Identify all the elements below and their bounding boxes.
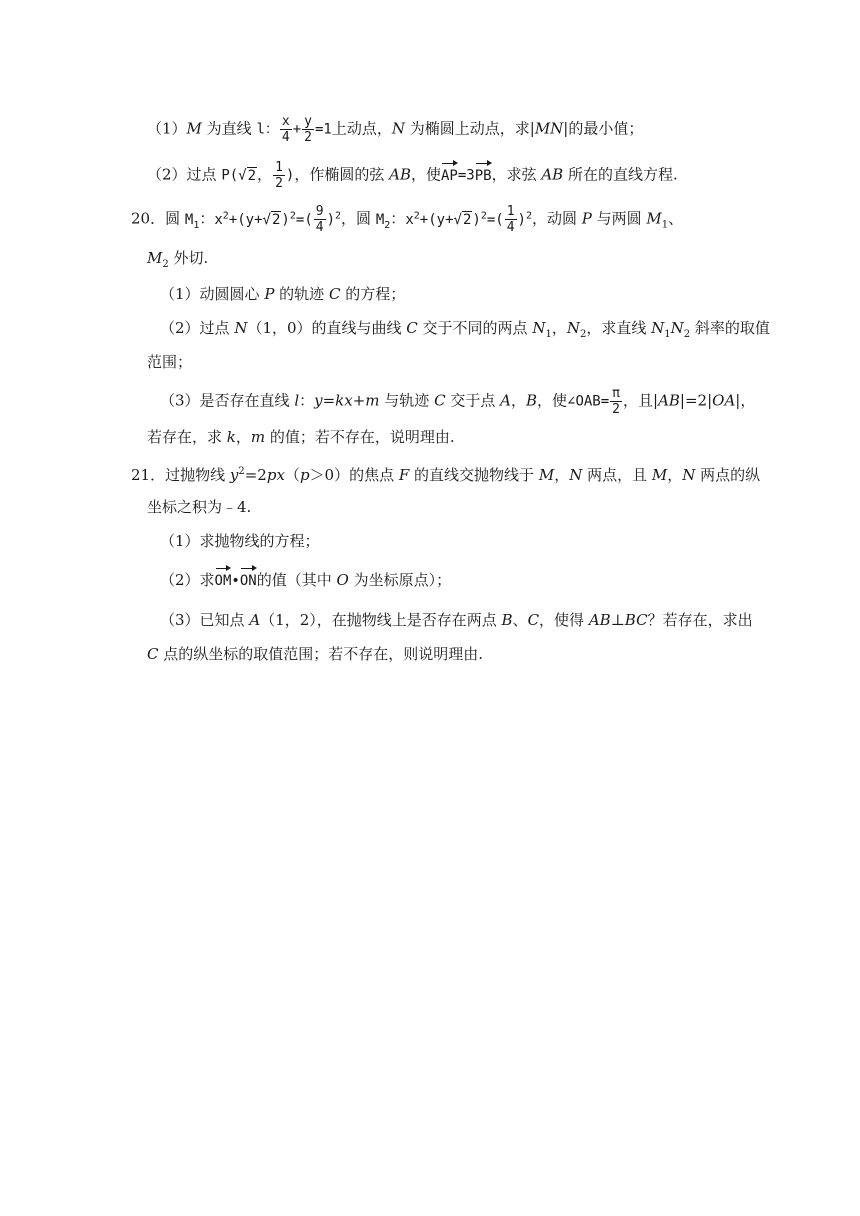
- var-px: px: [266, 466, 285, 484]
- q20-part2: [160, 318, 770, 345]
- angle-OAB: ∠OAB=: [567, 393, 610, 410]
- part: =(: [486, 211, 504, 228]
- radicand: 2: [462, 211, 472, 228]
- var-M: M: [186, 119, 202, 138]
- text: 的值；若不存在，说明理由.: [265, 428, 455, 446]
- q20-part2-cont: [147, 352, 192, 372]
- var-B: B: [525, 391, 537, 410]
- text: 所在的直线方程.: [563, 165, 678, 184]
- text: 的直线交抛物线于: [409, 466, 539, 484]
- var-MN: MN: [534, 119, 564, 138]
- text: ，: [554, 466, 570, 484]
- numerator: 1: [506, 204, 515, 219]
- var-y: y: [229, 466, 239, 484]
- subscript: 1: [545, 329, 552, 340]
- fraction-y-over-2: [302, 114, 314, 145]
- x: x: [405, 211, 414, 228]
- part: ): [517, 211, 526, 228]
- var-N: N: [682, 466, 696, 484]
- q21-part3-cont: [147, 644, 483, 664]
- exp: 2: [480, 209, 487, 221]
- exp: 2: [222, 209, 229, 221]
- sqrt-2: √2: [238, 167, 257, 184]
- subscript: 2: [579, 329, 587, 340]
- text: 与轨迹: [379, 391, 435, 410]
- q21-stem: [131, 462, 760, 485]
- question-number: 21．: [131, 466, 166, 484]
- var-N: N: [234, 319, 248, 337]
- comma: ，: [257, 165, 273, 184]
- denominator: 4: [506, 220, 515, 235]
- question-number: 20．: [131, 209, 166, 228]
- var-P: P: [264, 285, 275, 303]
- text: （2）过点: [147, 165, 222, 184]
- fraction-x-over-4: [280, 114, 292, 145]
- equation-M1: [214, 204, 342, 235]
- text: 为椭圆上动点，求|: [404, 119, 535, 138]
- text: 两点的纵: [695, 466, 761, 484]
- var-C: C: [434, 391, 446, 410]
- var-AB: AB: [588, 611, 611, 629]
- text: ，求直线: [586, 319, 652, 337]
- subscript: 1: [193, 219, 200, 231]
- var-AB: AB: [389, 165, 411, 184]
- var-N: N: [532, 319, 546, 337]
- var-C: C: [328, 285, 341, 303]
- q20-part3: [160, 386, 755, 417]
- q20-part3-cont: [147, 427, 455, 447]
- text: ，: [667, 466, 683, 484]
- exp: 2: [289, 209, 296, 221]
- var-m: m: [250, 428, 266, 446]
- var-N: N: [569, 466, 583, 484]
- text: 交于不同的两点: [417, 319, 533, 337]
- numerator: x: [281, 114, 290, 129]
- text: 为坐标原点）；: [348, 571, 452, 589]
- vector-AP: AP: [441, 162, 458, 186]
- text: ，求弦: [491, 165, 542, 184]
- text: 的方程；: [340, 285, 406, 303]
- label: M: [184, 211, 194, 228]
- var-A: A: [249, 611, 261, 629]
- subscript: 2: [683, 329, 691, 340]
- q19-part1: [147, 114, 643, 145]
- vector-OM: OM: [215, 567, 232, 591]
- var-O: O: [336, 571, 349, 589]
- text: 交于点: [445, 391, 501, 410]
- denominator: 2: [275, 176, 283, 191]
- circle-M1: [184, 211, 200, 231]
- var-BC: BC: [624, 611, 648, 629]
- q20-stem-cont: [147, 248, 208, 275]
- numerator: 9: [315, 204, 324, 219]
- point-P: P(: [221, 167, 239, 184]
- text: 与两圆: [591, 209, 647, 228]
- text: （1）动圆圆心: [160, 285, 265, 303]
- text: 坐标之积为﹣4.: [147, 498, 252, 516]
- text: 若存在，求: [147, 428, 227, 446]
- subscript: 2: [162, 259, 169, 270]
- var-N: N: [566, 319, 580, 337]
- text: ，且|: [623, 391, 659, 410]
- text: 上动点，: [331, 119, 392, 138]
- circle-M2: [375, 211, 391, 231]
- vector-ON: ON: [240, 567, 257, 591]
- var-OA: OA: [712, 391, 736, 410]
- part: ): [281, 211, 290, 228]
- var-F: F: [398, 466, 410, 484]
- denominator: 2: [304, 130, 312, 145]
- plus: +: [292, 121, 302, 138]
- text: 点的纵坐标的取值范围；若不存在，则说明理由.: [158, 645, 484, 663]
- text: ，圆: [341, 209, 376, 228]
- text: |=2|: [679, 391, 713, 410]
- x: x: [214, 211, 223, 228]
- subscript: 2: [384, 219, 391, 231]
- text: 范围；: [147, 353, 193, 371]
- text: ，: [510, 391, 526, 410]
- var-AB: AB: [541, 165, 564, 184]
- text: ，使得: [539, 611, 589, 629]
- text: （3）是否存在直线: [160, 391, 295, 410]
- text: ，: [551, 319, 567, 337]
- text: 的轨迹: [274, 285, 329, 303]
- text: 为直线: [201, 119, 257, 138]
- var-N: N: [670, 319, 684, 337]
- numerator: π: [612, 386, 620, 401]
- var-l: l: [294, 391, 300, 410]
- exp: 2: [238, 466, 245, 477]
- denominator: 2: [612, 402, 620, 417]
- var-M: M: [147, 249, 163, 267]
- q21-stem-cont: [147, 497, 251, 517]
- var-N: N: [651, 319, 665, 337]
- equals-one: =1: [314, 121, 332, 138]
- q21-part3: [160, 610, 753, 630]
- colon: ：: [199, 209, 215, 228]
- fraction-1-over-2: [273, 160, 285, 191]
- text: 斜率的取值: [690, 319, 770, 337]
- part: +(y+: [228, 211, 263, 228]
- var-C: C: [147, 645, 159, 663]
- text: （: [284, 466, 300, 484]
- text: 外切.: [168, 249, 209, 267]
- radicand: 2: [271, 211, 281, 228]
- text: ，使: [537, 391, 568, 410]
- dot-product: •: [231, 573, 240, 589]
- label: M: [375, 211, 385, 228]
- equals-3: =3: [457, 167, 475, 184]
- text: ，使: [410, 165, 441, 184]
- text: ＞0）的焦点: [309, 466, 399, 484]
- text: |，: [735, 391, 756, 410]
- subscript: 1: [661, 219, 669, 231]
- var-N: N: [391, 119, 405, 138]
- part: +(y+: [419, 211, 454, 228]
- var-P: P: [581, 209, 592, 228]
- exp: 2: [525, 209, 532, 221]
- denominator: 4: [281, 130, 290, 145]
- text: ，: [235, 428, 251, 446]
- var-A: A: [500, 391, 511, 410]
- part: =(: [295, 211, 313, 228]
- colon: ：: [390, 209, 406, 228]
- sqrt-2: √2: [453, 211, 472, 228]
- equation-M2: [405, 204, 532, 235]
- var-C: C: [406, 319, 418, 337]
- fraction-9-over-4: [314, 204, 326, 235]
- fraction-1-over-4: [505, 204, 517, 235]
- text: （1，0）的直线与曲线: [247, 319, 407, 337]
- var-AB: AB: [658, 391, 680, 410]
- q20-part1: [160, 284, 405, 304]
- radicand: 2: [247, 167, 257, 184]
- var-B: B: [501, 611, 513, 629]
- text: 、: [512, 611, 528, 629]
- var-C: C: [527, 611, 540, 629]
- var-M: M: [651, 466, 668, 484]
- part: ): [326, 211, 336, 228]
- q19-part2: [147, 160, 678, 191]
- equation: y=kx+m: [314, 391, 380, 410]
- sqrt-2: √2: [262, 211, 281, 228]
- text: ：: [299, 391, 315, 410]
- text: （2）求: [160, 571, 215, 589]
- text: ？若存在，求出: [647, 611, 753, 629]
- exp: 2: [413, 209, 420, 221]
- text: 过抛物线: [165, 466, 230, 484]
- text: （2）过点: [160, 319, 235, 337]
- var-p: p: [299, 466, 310, 484]
- text: （1）求抛物线的方程；: [160, 532, 320, 550]
- text: ，动圆: [532, 209, 582, 228]
- vector-PB: PB: [475, 162, 492, 186]
- part: ): [472, 211, 481, 228]
- line-l: l：: [256, 121, 279, 138]
- text: （1，2），在抛物线上是否存在两点: [260, 611, 502, 629]
- close-paren: ): [285, 167, 295, 184]
- text: 圆: [165, 209, 185, 228]
- text: （1）: [147, 119, 187, 138]
- var-M: M: [646, 209, 662, 228]
- text: |的最小值；: [563, 119, 644, 138]
- q21-part1: [160, 531, 320, 551]
- text: ，作椭圆的弦: [294, 165, 390, 184]
- text: 两点，且: [582, 466, 652, 484]
- var-k: k: [226, 428, 236, 446]
- separator: 、: [668, 209, 684, 228]
- subscript: 1: [664, 329, 671, 340]
- q20-stem: [131, 204, 683, 236]
- fraction-pi-over-2: [610, 386, 622, 417]
- numerator: y: [304, 114, 312, 129]
- exp: 2: [335, 209, 342, 221]
- denominator: 4: [315, 220, 324, 235]
- text: （3）已知点: [160, 611, 250, 629]
- numerator: 1: [275, 160, 283, 175]
- text: 的值（其中: [256, 571, 337, 589]
- perpendicular: ⊥: [610, 611, 625, 629]
- q21-part2: [160, 567, 451, 591]
- var-M: M: [538, 466, 555, 484]
- text: =2: [244, 466, 267, 484]
